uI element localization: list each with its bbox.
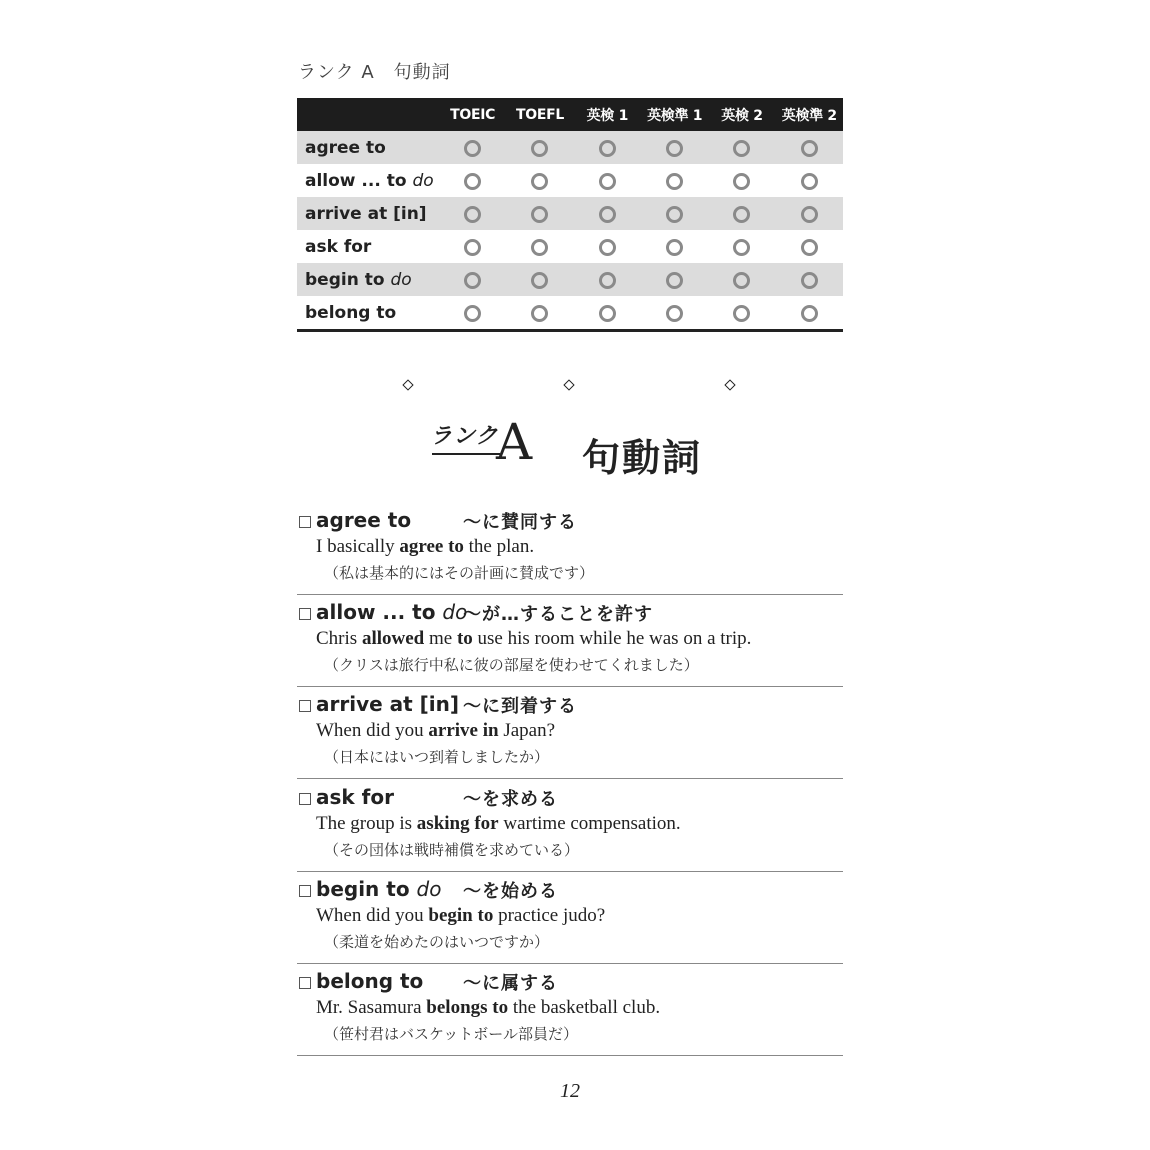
circle-icon [666, 239, 683, 256]
checkbox[interactable] [299, 977, 311, 989]
mark-cell [574, 131, 641, 164]
column-header: 英検 1 [574, 98, 641, 131]
rank-letter: A [496, 413, 533, 471]
diamond-ornament-icon [564, 380, 574, 390]
diamond-ornament-icon [725, 380, 735, 390]
example-translation: （日本にはいつ到着しましたか） [324, 748, 550, 766]
circle-icon [599, 305, 616, 322]
entry-meaning: ～に属する [463, 973, 558, 994]
mark-cell [708, 263, 775, 296]
entry-meaning: ～に賛同する [463, 512, 577, 533]
circle-icon [801, 206, 818, 223]
checkbox[interactable] [299, 608, 311, 620]
circle-icon [733, 305, 750, 322]
circle-icon [464, 140, 481, 157]
entry-meaning: ～が…することを許す [463, 604, 653, 625]
circle-icon [801, 305, 818, 322]
checkbox[interactable] [299, 793, 311, 805]
column-header: 英検準 2 [776, 98, 843, 131]
circle-icon [666, 272, 683, 289]
example-sentence: I basically agree to the plan. [316, 536, 535, 557]
rank-underline [432, 453, 500, 455]
table-row [297, 296, 843, 331]
mark-cell [708, 296, 775, 331]
column-header: 英検 2 [708, 98, 775, 131]
example-sentence: When did you begin to practice judo? [316, 905, 606, 926]
circle-icon [666, 305, 683, 322]
table-row [297, 197, 843, 230]
mark-cell [574, 197, 641, 230]
vocab-entry [297, 963, 843, 1056]
circle-icon [801, 173, 818, 190]
table-header-blank [297, 98, 439, 131]
circle-icon [733, 206, 750, 223]
circle-icon [666, 140, 683, 157]
circle-icon [531, 272, 548, 289]
mark-cell [439, 131, 506, 164]
mark-cell [641, 263, 708, 296]
vocab-entry [297, 779, 843, 872]
table-row-phrase: allow ... to do [305, 170, 434, 191]
column-header: 英検準 1 [641, 98, 708, 131]
table-row-phrase: arrive at [in] [297, 197, 439, 230]
circle-icon [666, 206, 683, 223]
mark-cell [776, 263, 843, 296]
circle-icon [599, 173, 616, 190]
mark-cell [708, 131, 775, 164]
example-translation: （笹村君はバスケットボール部員だ） [324, 1025, 578, 1043]
circle-icon [531, 173, 548, 190]
rank-table [297, 98, 843, 332]
section-name: 句動詞 [582, 436, 703, 480]
circle-icon [801, 239, 818, 256]
entry-meaning: ～を求める [463, 789, 558, 810]
example-sentence: When did you arrive in Japan? [316, 720, 556, 741]
circle-icon [599, 206, 616, 223]
circle-icon [531, 140, 548, 157]
mark-cell [439, 263, 506, 296]
circle-icon [464, 239, 481, 256]
circle-icon [531, 239, 548, 256]
table-row-phrase: belong to [297, 296, 439, 331]
circle-icon [801, 140, 818, 157]
circle-icon [599, 272, 616, 289]
mark-cell [641, 131, 708, 164]
entry-phrase: arrive at [in] [316, 692, 460, 716]
mark-cell [641, 296, 708, 331]
circle-icon [464, 272, 481, 289]
example-translation: （柔道を始めたのはいつですか） [324, 933, 550, 951]
circle-icon [733, 272, 750, 289]
entry-phrase: allow ... to do [316, 600, 468, 624]
vocab-entry [297, 594, 843, 687]
column-header: TOEIC [439, 98, 506, 131]
mark-cell [506, 296, 573, 331]
checkbox[interactable] [299, 516, 311, 528]
table-row-phrase: agree to [297, 131, 439, 164]
checkbox[interactable] [299, 700, 311, 712]
mark-cell [641, 164, 708, 197]
circle-icon [599, 239, 616, 256]
circle-icon [733, 239, 750, 256]
example-translation: （私は基本的にはその計画に賛成です） [324, 564, 595, 582]
circle-icon [666, 173, 683, 190]
vocab-entry [297, 871, 843, 964]
entry-phrase: begin to do [316, 877, 442, 901]
mark-cell [574, 164, 641, 197]
mark-cell [574, 230, 641, 263]
circle-icon [733, 173, 750, 190]
running-header: ランク A 句動詞 [298, 62, 451, 83]
mark-cell [641, 230, 708, 263]
mark-cell [506, 164, 573, 197]
mark-cell [574, 296, 641, 331]
page-number: 12 [560, 1080, 580, 1102]
table-row [297, 263, 843, 296]
example-sentence: Chris allowed me to use his room while he was on a trip. [316, 628, 752, 649]
section-title [430, 413, 730, 480]
mark-cell [708, 197, 775, 230]
mark-cell [439, 197, 506, 230]
circle-icon [464, 173, 481, 190]
entry-phrase: agree to [316, 508, 412, 532]
table-row-phrase: ask for [305, 236, 372, 257]
entry-phrase: belong to [316, 969, 424, 993]
rank-word: ランク [430, 424, 499, 449]
entry-meaning: ～に到着する [463, 696, 577, 717]
mark-cell [641, 197, 708, 230]
mark-cell [776, 296, 843, 331]
mark-cell [506, 263, 573, 296]
circle-icon [464, 305, 481, 322]
table-row [297, 164, 843, 197]
example-sentence: Mr. Sasamura belongs to the basketball club. [316, 997, 661, 1018]
mark-cell [776, 230, 843, 263]
table-header-row [297, 98, 843, 131]
checkbox[interactable] [299, 885, 311, 897]
circle-icon [599, 140, 616, 157]
circle-icon [531, 206, 548, 223]
table-row-phrase: begin to do [297, 263, 439, 296]
mark-cell [439, 164, 506, 197]
mark-cell [776, 131, 843, 164]
entry-phrase: ask for [316, 785, 394, 809]
mark-cell [439, 230, 506, 263]
table-row [297, 230, 843, 263]
circle-icon [531, 305, 548, 322]
mark-cell [506, 230, 573, 263]
circle-icon [464, 206, 481, 223]
mark-cell [439, 296, 506, 331]
example-sentence: The group is asking for wartime compensation. [316, 813, 681, 834]
column-header: TOEFL [506, 98, 573, 131]
example-translation: （その団体は戦時補償を求めている） [324, 841, 580, 859]
example-translation: （クリスは旅行中私に彼の部屋を使わせてくれました） [324, 656, 699, 674]
vocab-entry [297, 502, 843, 595]
diamond-ornament-icon [403, 380, 413, 390]
table-row [297, 131, 843, 164]
circle-icon [801, 272, 818, 289]
circle-icon [733, 140, 750, 157]
mark-cell [708, 164, 775, 197]
mark-cell [506, 197, 573, 230]
mark-cell [776, 197, 843, 230]
mark-cell [776, 164, 843, 197]
vocab-entry [297, 686, 843, 779]
entry-meaning: ～を始める [463, 881, 558, 902]
mark-cell [506, 131, 573, 164]
mark-cell [574, 263, 641, 296]
mark-cell [708, 230, 775, 263]
